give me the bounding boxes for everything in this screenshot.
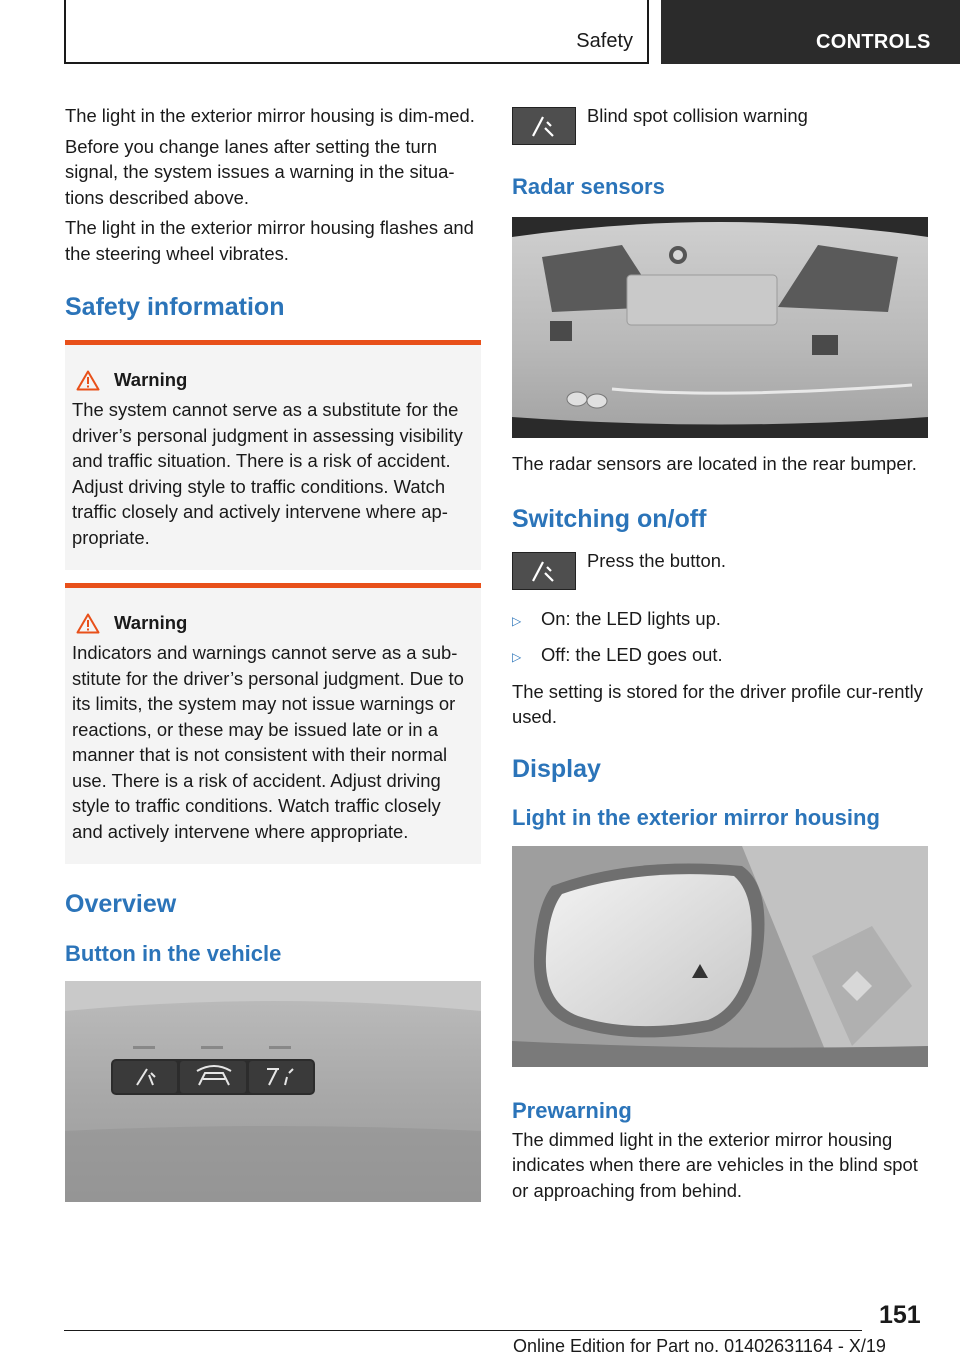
icon-caption-row: [512, 548, 928, 590]
paragraph: The setting is stored for the driver profile cur‐rently used.: [512, 680, 923, 727]
warning-text: Indicators and warnings cannot serve as a sub‐stitute for the driver’s personal judgment. Due to its limits, the system may not issue warnings or reactions, or these may be issued late or in a manner that is not consistent with their normal use. There is a risk of accident. Adjust driving style to traffic conditions. Watch traffic closely and actively intervene where appropriate.: [72, 642, 464, 842]
radar-sensors-heading: Radar sensors: [512, 174, 665, 199]
icon-caption: Blind spot collision warning: [587, 105, 808, 126]
paragraph: Before you change lanes after setting the turn signal, the system issues a warning in the situa‐tions described above.: [65, 135, 455, 208]
warning-title: Warning: [114, 612, 188, 633]
footer-divider: [64, 1330, 862, 1331]
triangle-bullet-icon: ▷: [512, 613, 522, 628]
on-off-list: [512, 606, 928, 671]
safety-information-heading: Safety information: [65, 293, 285, 321]
rear-bumper-photo: [512, 217, 928, 438]
warning-header: [72, 369, 475, 391]
icon-caption-row: [512, 103, 928, 145]
warning-title: Warning: [114, 369, 188, 390]
warning-header: [72, 612, 475, 634]
list-item: ▷ On: the LED lights up.: [512, 606, 928, 635]
blind-spot-warning-icon: [512, 107, 576, 145]
warning-box: [65, 340, 481, 570]
list-item: ▷ Off: the LED goes out.: [512, 642, 928, 671]
exterior-mirror-photo: [512, 846, 928, 1067]
prewarning-heading: Prewarning: [512, 1097, 632, 1123]
paragraph: The light in the exterior mirror housing is dim‐med.: [65, 105, 475, 126]
switching-on-off-heading: Switching on/off: [512, 504, 707, 533]
edition-text: Online Edition for Part no. 01402631164 - X/19: [513, 1336, 886, 1356]
light-in-mirror-heading: Light in the exterior mirror housing: [512, 804, 880, 830]
header-section-box: [64, 0, 649, 64]
left-column: [65, 103, 481, 1202]
warning-triangle-icon: [76, 370, 100, 391]
warning-box: [65, 583, 481, 864]
header-chapter-title: CONTROLS: [816, 31, 931, 53]
blind-spot-warning-icon: [512, 552, 576, 590]
press-button-text: Press the button.: [587, 549, 727, 571]
warning-triangle-icon: [76, 613, 100, 634]
paragraph: The radar sensors are located in the rear bumper.: [512, 453, 917, 474]
paragraph: The dimmed light in the exterior mirror housing indicates when there are vehicles in the blind spot or approaching from behind.: [512, 1128, 918, 1201]
page-number: 151: [879, 1301, 921, 1329]
warning-text: The system cannot serve as a substitute for the driver’s personal judgment in assessing visibility and traffic situation. There is a risk of accident. Adjust driving style to traffic conditions. Watch traffic closely and actively intervene where ap‐propriate.: [72, 399, 463, 548]
header-chapter-box: [661, 0, 960, 64]
button-in-vehicle-heading: Button in the vehicle: [65, 941, 282, 966]
header-section-title: Safety: [576, 30, 633, 52]
display-heading: Display: [512, 754, 601, 783]
right-column: [512, 103, 928, 1208]
paragraph: The light in the exterior mirror housing flashes and the steering wheel vibrates.: [65, 217, 474, 264]
vehicle-buttons-photo: [65, 981, 481, 1202]
overview-heading: Overview: [65, 890, 177, 918]
triangle-bullet-icon: ▷: [512, 650, 522, 664]
